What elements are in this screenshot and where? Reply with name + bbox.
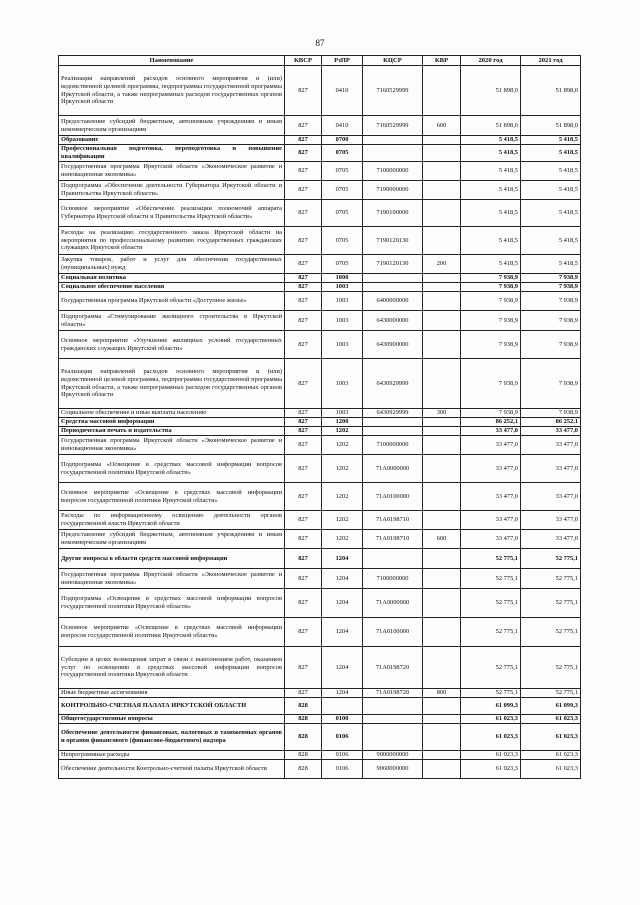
row-name: Иные бюджетные ассигнования xyxy=(59,689,285,698)
row-rzpr: 1003 xyxy=(322,283,363,292)
row-amount-2020: 33 477,0 xyxy=(461,530,521,549)
row-amount-2020: 86 252,1 xyxy=(461,418,521,427)
table-row xyxy=(59,311,581,331)
row-kcsr: 7190120130 xyxy=(363,227,423,255)
row-name: Обеспечение деятельности Контрольно-счетной палаты Иркутской области xyxy=(59,760,285,779)
row-rzpr: 0705 xyxy=(322,227,363,255)
row-kcsr xyxy=(363,549,423,569)
table-row xyxy=(59,331,581,359)
budget-table xyxy=(58,55,581,779)
row-amount-2021: 52 775,1 xyxy=(521,589,581,618)
row-rzpr: 0705 xyxy=(322,145,363,162)
row-amount-2021: 33 477,0 xyxy=(521,455,581,483)
row-amount-2020: 5 418,5 xyxy=(461,136,521,145)
row-kcsr: 7100000000 xyxy=(363,162,423,181)
row-kvr xyxy=(423,760,461,779)
row-kcsr: 71А0100000 xyxy=(363,618,423,647)
row-name: Образование xyxy=(59,136,285,145)
row-kvsr: 827 xyxy=(285,292,322,311)
row-amount-2020: 7 938,9 xyxy=(461,283,521,292)
row-kvr xyxy=(423,331,461,359)
row-amount-2021: 51 898,0 xyxy=(521,66,581,116)
row-kcsr: 7190120130 xyxy=(363,255,423,274)
row-amount-2020: 51 898,0 xyxy=(461,116,521,136)
row-amount-2021: 33 477,0 xyxy=(521,436,581,455)
row-rzpr: 1204 xyxy=(322,618,363,647)
header-2020: 2020 год xyxy=(461,56,521,66)
row-kcsr: 6430929999 xyxy=(363,359,423,409)
table-row xyxy=(59,751,581,760)
row-amount-2020: 7 938,9 xyxy=(461,331,521,359)
row-amount-2021: 7 938,9 xyxy=(521,292,581,311)
row-kcsr xyxy=(363,724,423,751)
row-amount-2021: 33 477,0 xyxy=(521,511,581,530)
row-kvr xyxy=(423,427,461,436)
row-amount-2020: 7 938,9 xyxy=(461,292,521,311)
row-kvr xyxy=(423,66,461,116)
row-kvsr: 828 xyxy=(285,751,322,760)
row-name: Подпрограмма «Освещение в средствах массовой информации вопросов государственной политики Иркутской области» xyxy=(59,589,285,618)
row-name: Государственная программа Иркутской области «Экономическое развитие и инновационная экономика» xyxy=(59,162,285,181)
row-amount-2020: 61 023,3 xyxy=(461,724,521,751)
row-kvr: 300 xyxy=(423,409,461,418)
row-amount-2021: 61 099,3 xyxy=(521,698,581,715)
row-name: Расходы на реализацию государственного заказа Иркутской области на мероприятия по профессиональному развитию государственных гражданских служащих Иркутской области xyxy=(59,227,285,255)
row-amount-2021: 33 477,0 xyxy=(521,483,581,511)
row-kvsr: 827 xyxy=(285,427,322,436)
row-rzpr: 1202 xyxy=(322,511,363,530)
row-amount-2021: 5 418,5 xyxy=(521,255,581,274)
row-rzpr: 1202 xyxy=(322,530,363,549)
row-kvsr: 827 xyxy=(285,418,322,427)
row-rzpr: 0410 xyxy=(322,116,363,136)
row-amount-2020: 52 775,1 xyxy=(461,569,521,589)
row-kvsr: 828 xyxy=(285,698,322,715)
row-kvr xyxy=(423,698,461,715)
table-row xyxy=(59,409,581,418)
row-kvsr: 827 xyxy=(285,311,322,331)
row-amount-2021: 33 477,0 xyxy=(521,530,581,549)
row-kvr xyxy=(423,751,461,760)
table-row xyxy=(59,618,581,647)
row-kcsr: 9060000000 xyxy=(363,760,423,779)
row-rzpr: 0705 xyxy=(322,181,363,200)
row-kcsr xyxy=(363,145,423,162)
row-kvsr: 827 xyxy=(285,331,322,359)
row-kvr xyxy=(423,647,461,689)
row-kvr xyxy=(423,436,461,455)
row-name: Предоставление субсидий бюджетным, автономным учреждениям и иным некоммерческим организациям xyxy=(59,530,285,549)
row-kvr xyxy=(423,483,461,511)
row-rzpr: 1204 xyxy=(322,569,363,589)
row-name: Социальная политика xyxy=(59,274,285,283)
row-rzpr: 1202 xyxy=(322,483,363,511)
table-row xyxy=(59,227,581,255)
row-kvr xyxy=(423,181,461,200)
row-kvr xyxy=(423,162,461,181)
row-kvr xyxy=(423,715,461,724)
row-kcsr: 7190000000 xyxy=(363,181,423,200)
table-row xyxy=(59,698,581,715)
table-row xyxy=(59,689,581,698)
row-kcsr: 71А0198710 xyxy=(363,511,423,530)
row-name: Субсидии в целях возмещения затрат в связи с выполнением работ, оказанием услуг по освещению в средствах массовой информации вопросов государственной политики Иркутской области xyxy=(59,647,285,689)
row-kvsr: 827 xyxy=(285,647,322,689)
row-name: Периодическая печать и издательства xyxy=(59,427,285,436)
table-row xyxy=(59,511,581,530)
row-name: Непрограммные расходы xyxy=(59,751,285,760)
table-row xyxy=(59,116,581,136)
row-name: Государственная программа Иркутской области «Экономическое развитие и инновационная экономика» xyxy=(59,569,285,589)
table-row xyxy=(59,292,581,311)
table-row xyxy=(59,724,581,751)
row-amount-2020: 5 418,5 xyxy=(461,200,521,227)
row-amount-2021: 5 418,5 xyxy=(521,227,581,255)
row-kcsr: 71А0000000 xyxy=(363,455,423,483)
row-kvsr: 827 xyxy=(285,255,322,274)
table-row xyxy=(59,162,581,181)
row-amount-2020: 33 477,0 xyxy=(461,427,521,436)
row-amount-2021: 52 775,1 xyxy=(521,618,581,647)
row-rzpr: 1204 xyxy=(322,589,363,618)
row-amount-2021: 52 775,1 xyxy=(521,689,581,698)
row-amount-2021: 52 775,1 xyxy=(521,549,581,569)
row-name: Реализация направлений расходов основного мероприятия и (или) ведомственной целевой программы, подпрограммы государственной программы Иркутской области, а также непрограммных расходов государственных органов Иркутской области xyxy=(59,66,285,116)
row-kvsr: 827 xyxy=(285,511,322,530)
row-amount-2021: 52 775,1 xyxy=(521,569,581,589)
table-row xyxy=(59,418,581,427)
row-kvsr: 827 xyxy=(285,569,322,589)
row-rzpr: 1003 xyxy=(322,409,363,418)
row-kvr xyxy=(423,136,461,145)
row-rzpr: 1003 xyxy=(322,331,363,359)
row-name: Предоставление субсидий бюджетным, автономным учреждениям и иным некоммерческим организациям xyxy=(59,116,285,136)
table-header-row xyxy=(59,56,581,66)
row-amount-2021: 5 418,5 xyxy=(521,136,581,145)
row-name: Основное мероприятие «Улучшение жилищных условий государственных гражданских служащих Иркутской области» xyxy=(59,331,285,359)
row-kvsr: 827 xyxy=(285,181,322,200)
table-row xyxy=(59,455,581,483)
row-amount-2021: 7 938,9 xyxy=(521,311,581,331)
row-kcsr xyxy=(363,418,423,427)
row-kvr xyxy=(423,549,461,569)
table-row xyxy=(59,145,581,162)
row-kvr xyxy=(423,418,461,427)
row-kcsr: 71А0198720 xyxy=(363,647,423,689)
row-amount-2021: 33 477,0 xyxy=(521,427,581,436)
row-kcsr xyxy=(363,283,423,292)
row-kvr xyxy=(423,274,461,283)
table-row xyxy=(59,569,581,589)
row-amount-2021: 7 938,9 xyxy=(521,274,581,283)
row-amount-2021: 61 023,3 xyxy=(521,715,581,724)
row-kvsr: 827 xyxy=(285,227,322,255)
table-row xyxy=(59,760,581,779)
row-amount-2020: 33 477,0 xyxy=(461,511,521,530)
row-name: КОНТРОЛЬНО-СЧЕТНАЯ ПАЛАТА ИРКУТСКОЙ ОБЛАСТИ xyxy=(59,698,285,715)
row-kvsr: 827 xyxy=(285,409,322,418)
row-name: Реализация направлений расходов основного мероприятия и (или) ведомственной целевой программы, подпрограммы государственной программы Иркутской области, а также непрограммных расходов государственных органов Иркутской области xyxy=(59,359,285,409)
row-kvr xyxy=(423,283,461,292)
row-kvr xyxy=(423,311,461,331)
row-kvr xyxy=(423,200,461,227)
table-row xyxy=(59,136,581,145)
row-rzpr: 0700 xyxy=(322,136,363,145)
row-kcsr: 7100000000 xyxy=(363,436,423,455)
row-amount-2021: 51 898,0 xyxy=(521,116,581,136)
row-kcsr: 71А0198720 xyxy=(363,689,423,698)
row-amount-2020: 61 099,3 xyxy=(461,698,521,715)
row-rzpr: 0106 xyxy=(322,724,363,751)
row-amount-2021: 61 023,3 xyxy=(521,760,581,779)
row-kvsr: 827 xyxy=(285,455,322,483)
row-name: Основное мероприятие «Освещение в средствах массовой информации вопросов государственной политики Иркутской области» xyxy=(59,618,285,647)
row-amount-2021: 7 938,9 xyxy=(521,409,581,418)
row-amount-2020: 61 023,3 xyxy=(461,760,521,779)
row-name: Закупка товаров, работ и услуг для обеспечения государственных (муниципальных) нужд xyxy=(59,255,285,274)
row-kvsr: 827 xyxy=(285,162,322,181)
row-rzpr: 0106 xyxy=(322,751,363,760)
row-amount-2020: 52 775,1 xyxy=(461,689,521,698)
row-rzpr: 0705 xyxy=(322,200,363,227)
table-row xyxy=(59,715,581,724)
row-amount-2020: 5 418,5 xyxy=(461,181,521,200)
table-row xyxy=(59,589,581,618)
row-rzpr: 1202 xyxy=(322,436,363,455)
row-amount-2021: 7 938,9 xyxy=(521,331,581,359)
row-kcsr: 6430000000 xyxy=(363,311,423,331)
row-kvsr: 827 xyxy=(285,66,322,116)
row-amount-2020: 33 477,0 xyxy=(461,483,521,511)
row-rzpr: 1003 xyxy=(322,311,363,331)
row-kvsr: 827 xyxy=(285,200,322,227)
row-amount-2020: 7 938,9 xyxy=(461,359,521,409)
row-rzpr: 0410 xyxy=(322,66,363,116)
row-name: Социальное обеспечение населения xyxy=(59,283,285,292)
table-row xyxy=(59,427,581,436)
row-rzpr: 1204 xyxy=(322,647,363,689)
row-kcsr xyxy=(363,136,423,145)
row-amount-2020: 61 023,3 xyxy=(461,751,521,760)
row-name: Подпрограмма «Обеспечение деятельности Губернатора Иркутской области и Правительства Иркутской области» xyxy=(59,181,285,200)
row-name: Обеспечение деятельности финансовых, налоговых и таможенных органов и органов финансового (финансово-бюджетного) надзора xyxy=(59,724,285,751)
row-kvsr: 827 xyxy=(285,549,322,569)
row-kvsr: 827 xyxy=(285,359,322,409)
row-rzpr: 1202 xyxy=(322,455,363,483)
row-amount-2021: 5 418,5 xyxy=(521,200,581,227)
row-rzpr: 1204 xyxy=(322,689,363,698)
row-amount-2020: 7 938,9 xyxy=(461,311,521,331)
row-amount-2020: 5 418,5 xyxy=(461,255,521,274)
row-kcsr: 71А0000000 xyxy=(363,589,423,618)
row-amount-2020: 5 418,5 xyxy=(461,145,521,162)
row-amount-2021: 7 938,9 xyxy=(521,283,581,292)
row-rzpr: 0705 xyxy=(322,255,363,274)
row-kvsr: 827 xyxy=(285,283,322,292)
row-amount-2020: 7 938,9 xyxy=(461,274,521,283)
header-rzpr: РзПР xyxy=(322,56,363,66)
row-kvr xyxy=(423,589,461,618)
row-rzpr: 1003 xyxy=(322,292,363,311)
table-row xyxy=(59,66,581,116)
row-kvsr: 827 xyxy=(285,483,322,511)
header-name: Наименование xyxy=(59,56,285,66)
row-kvr xyxy=(423,455,461,483)
row-amount-2021: 5 418,5 xyxy=(521,145,581,162)
row-rzpr: 1204 xyxy=(322,549,363,569)
row-kvsr: 827 xyxy=(285,274,322,283)
row-amount-2020: 52 775,1 xyxy=(461,549,521,569)
row-amount-2020: 5 418,5 xyxy=(461,227,521,255)
row-kvr xyxy=(423,618,461,647)
row-amount-2021: 61 023,3 xyxy=(521,724,581,751)
row-amount-2020: 52 775,1 xyxy=(461,589,521,618)
row-kvr xyxy=(423,227,461,255)
row-name: Социальное обеспечение и иные выплаты населению xyxy=(59,409,285,418)
table-row xyxy=(59,181,581,200)
row-kvr xyxy=(423,292,461,311)
row-kvsr: 827 xyxy=(285,116,322,136)
row-amount-2020: 33 477,0 xyxy=(461,455,521,483)
row-kvsr: 828 xyxy=(285,760,322,779)
row-kcsr: 9000000000 xyxy=(363,751,423,760)
row-name: Подпрограмма «Стимулирование жилищного строительства в Иркутской области» xyxy=(59,311,285,331)
row-kcsr: 6430900000 xyxy=(363,331,423,359)
row-kvsr: 827 xyxy=(285,145,322,162)
row-kvr: 200 xyxy=(423,255,461,274)
row-amount-2020: 33 477,0 xyxy=(461,436,521,455)
row-kvr xyxy=(423,511,461,530)
row-amount-2021: 5 418,5 xyxy=(521,181,581,200)
page-number: 87 xyxy=(315,38,325,48)
row-rzpr: 0705 xyxy=(322,162,363,181)
table-row xyxy=(59,436,581,455)
row-kcsr: 6400000000 xyxy=(363,292,423,311)
row-kvsr: 827 xyxy=(285,589,322,618)
row-amount-2021: 7 938,9 xyxy=(521,359,581,409)
row-kvr: 800 xyxy=(423,689,461,698)
row-rzpr: 1000 xyxy=(322,274,363,283)
row-name: Государственная программа Иркутской области «Экономическое развитие и инновационная экономика» xyxy=(59,436,285,455)
row-kvr xyxy=(423,724,461,751)
table-row xyxy=(59,283,581,292)
row-kcsr: 71А0198710 xyxy=(363,530,423,549)
row-kvsr: 827 xyxy=(285,689,322,698)
row-amount-2021: 52 775,1 xyxy=(521,647,581,689)
row-name: Основное мероприятие «Обеспечение реализации полномочий аппарата Губернатора Иркутской области и Правительства Иркутской области» xyxy=(59,200,285,227)
row-kcsr: 6430929999 xyxy=(363,409,423,418)
row-rzpr: 1200 xyxy=(322,418,363,427)
row-rzpr: 0106 xyxy=(322,760,363,779)
table-row xyxy=(59,483,581,511)
row-kvsr: 827 xyxy=(285,530,322,549)
row-kcsr: 7160529999 xyxy=(363,116,423,136)
row-kcsr: 7100000000 xyxy=(363,569,423,589)
row-amount-2020: 5 418,5 xyxy=(461,162,521,181)
row-kcsr xyxy=(363,427,423,436)
table-row xyxy=(59,359,581,409)
row-kcsr xyxy=(363,274,423,283)
row-name: Средства массовой информации xyxy=(59,418,285,427)
row-kvsr: 827 xyxy=(285,436,322,455)
table-row xyxy=(59,274,581,283)
row-kcsr xyxy=(363,715,423,724)
row-kvsr: 827 xyxy=(285,136,322,145)
row-kvr: 600 xyxy=(423,530,461,549)
header-2021: 2021 год xyxy=(521,56,581,66)
row-name: Профессиональная подготовка, переподготовка и повышение квалификации xyxy=(59,145,285,162)
row-kcsr: 71А0100000 xyxy=(363,483,423,511)
row-name: Основное мероприятие «Освещение в средствах массовой информации вопросов государственной политики Иркутской области» xyxy=(59,483,285,511)
header-kcsr: КЦСР xyxy=(363,56,423,66)
row-kvsr: 828 xyxy=(285,715,322,724)
row-amount-2021: 61 023,3 xyxy=(521,751,581,760)
row-name: Общегосударственные вопросы xyxy=(59,715,285,724)
row-name: Другие вопросы в области средств массовой информации xyxy=(59,549,285,569)
row-kvr xyxy=(423,569,461,589)
table-row xyxy=(59,549,581,569)
row-amount-2021: 5 418,5 xyxy=(521,162,581,181)
row-rzpr: 1202 xyxy=(322,427,363,436)
row-name: Подпрограмма «Освещение в средствах массовой информации вопросов государственной политики Иркутской области» xyxy=(59,455,285,483)
row-kvr xyxy=(423,359,461,409)
table-body xyxy=(59,66,581,779)
row-amount-2020: 61 023,3 xyxy=(461,715,521,724)
row-amount-2020: 51 898,0 xyxy=(461,66,521,116)
header-kvr: КВР xyxy=(423,56,461,66)
row-rzpr: 0100 xyxy=(322,715,363,724)
row-amount-2021: 86 252,1 xyxy=(521,418,581,427)
row-kvr: 600 xyxy=(423,116,461,136)
row-kvsr: 827 xyxy=(285,618,322,647)
header-kvsr: КВСР xyxy=(285,56,322,66)
row-kvsr: 828 xyxy=(285,724,322,751)
table-row xyxy=(59,200,581,227)
table-row xyxy=(59,255,581,274)
row-kcsr: 7160529999 xyxy=(363,66,423,116)
row-amount-2020: 52 775,1 xyxy=(461,647,521,689)
row-kcsr xyxy=(363,698,423,715)
row-kcsr: 7190100000 xyxy=(363,200,423,227)
row-rzpr xyxy=(322,698,363,715)
row-name: Государственная программа Иркутской области «Доступное жилье» xyxy=(59,292,285,311)
row-name: Расходы по информационному освещению деятельности органов государственной власти Иркутской области xyxy=(59,511,285,530)
row-amount-2020: 7 938,9 xyxy=(461,409,521,418)
row-amount-2020: 52 775,1 xyxy=(461,618,521,647)
row-rzpr: 1003 xyxy=(322,359,363,409)
row-kvr xyxy=(423,145,461,162)
table-row xyxy=(59,647,581,689)
table-row xyxy=(59,530,581,549)
